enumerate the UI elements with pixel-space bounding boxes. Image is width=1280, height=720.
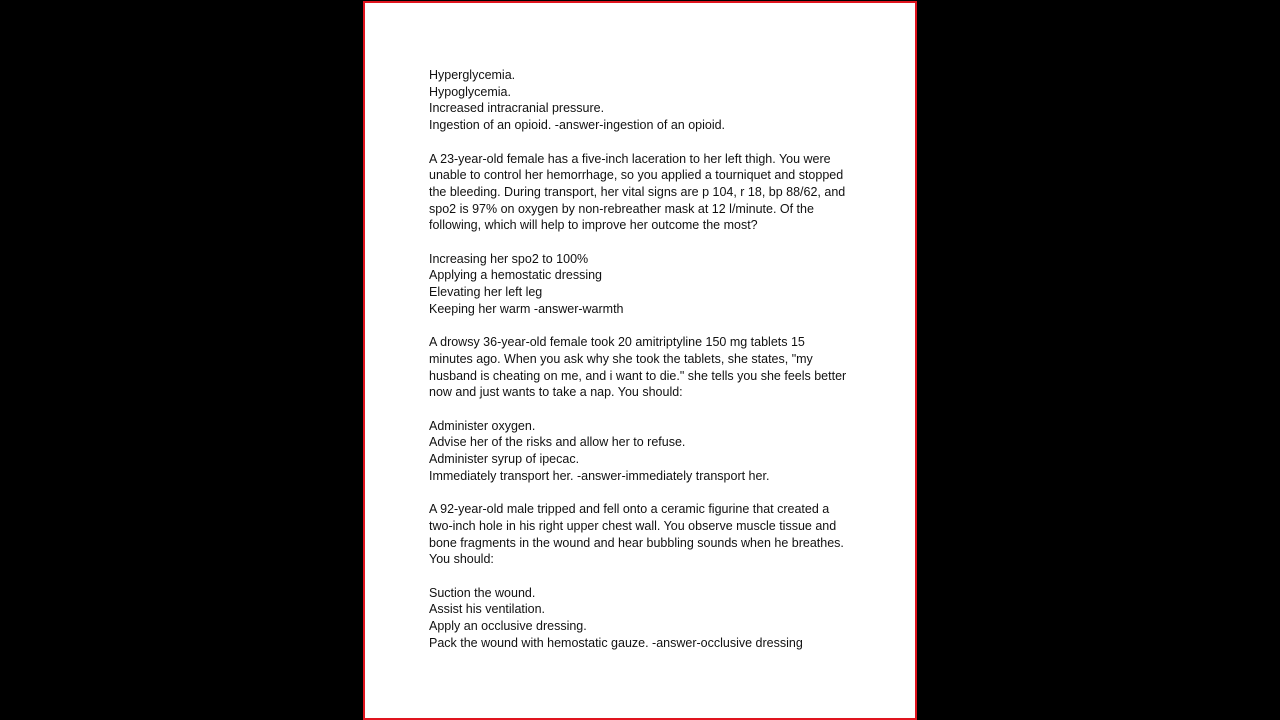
paragraph-gap [429, 318, 859, 335]
text-line: husband is cheating on me, and i want to die." she tells you she feels better [429, 368, 847, 383]
text-line: minutes ago. When you ask why she took the tablets, she states, "my [429, 351, 813, 366]
paragraph-gap [429, 134, 859, 151]
text-line: Apply an occlusive dressing. [429, 619, 587, 634]
text-line: Administer oxygen. [429, 418, 536, 433]
answer-options-block [429, 418, 859, 485]
text-line: spo2 is 97% on oxygen by non-rebreather mask at 12 l/minute. Of the [429, 201, 814, 216]
paragraph-gap [429, 568, 859, 585]
document-page [363, 1, 917, 720]
text-line: Applying a hemostatic dressing [429, 268, 603, 283]
text-line: Immediately transport her. -answer-immediately transport her. [429, 468, 770, 483]
text-line: A 23-year-old female has a five-inch laceration to her left thigh. You were [429, 151, 831, 166]
text-line: two-inch hole in his right upper chest wall. You observe muscle tissue and [429, 518, 837, 533]
answer-options-block [429, 585, 859, 652]
text-line: Elevating her left leg [429, 285, 543, 300]
document-text [429, 67, 859, 652]
text-line: Ingestion of an opioid. -answer-ingestion of an opioid. [429, 118, 726, 133]
text-line: You should: [429, 552, 494, 567]
text-line: Hypoglycemia. [429, 84, 511, 99]
text-line: Increasing her spo2 to 100% [429, 251, 589, 266]
text-line: Hyperglycemia. [429, 68, 516, 82]
question-block [429, 151, 859, 235]
text-line: unable to control her hemorrhage, so you applied a tourniquet and stopped [429, 168, 844, 183]
text-line: now and just wants to take a nap. You should: [429, 385, 683, 400]
text-line: the bleeding. During transport, her vital signs are p 104, r 18, bp 88/62, and [429, 184, 846, 199]
text-line: Increased intracranial pressure. [429, 101, 605, 116]
paragraph-gap [429, 234, 859, 251]
text-line: Assist his ventilation. [429, 602, 546, 617]
text-line: Advise her of the risks and allow her to refuse. [429, 435, 686, 450]
paragraph-gap [429, 401, 859, 418]
text-line: A drowsy 36-year-old female took 20 amitriptyline 150 mg tablets 15 [429, 335, 805, 350]
answer-options-block [429, 67, 859, 134]
text-line: Administer syrup of ipecac. [429, 452, 580, 467]
text-line: following, which will help to improve her outcome the most? [429, 218, 758, 233]
text-line: Suction the wound. [429, 585, 536, 600]
paragraph-gap [429, 485, 859, 502]
answer-options-block [429, 251, 859, 318]
text-line: Pack the wound with hemostatic gauze. -answer-occlusive dressing [429, 635, 803, 650]
question-block [429, 334, 859, 401]
text-line: A 92-year-old male tripped and fell onto a ceramic figurine that created a [429, 502, 830, 517]
question-block [429, 501, 859, 568]
text-line: Keeping her warm -answer-warmth [429, 301, 624, 316]
text-line: bone fragments in the wound and hear bubbling sounds when he breathes. [429, 535, 844, 550]
